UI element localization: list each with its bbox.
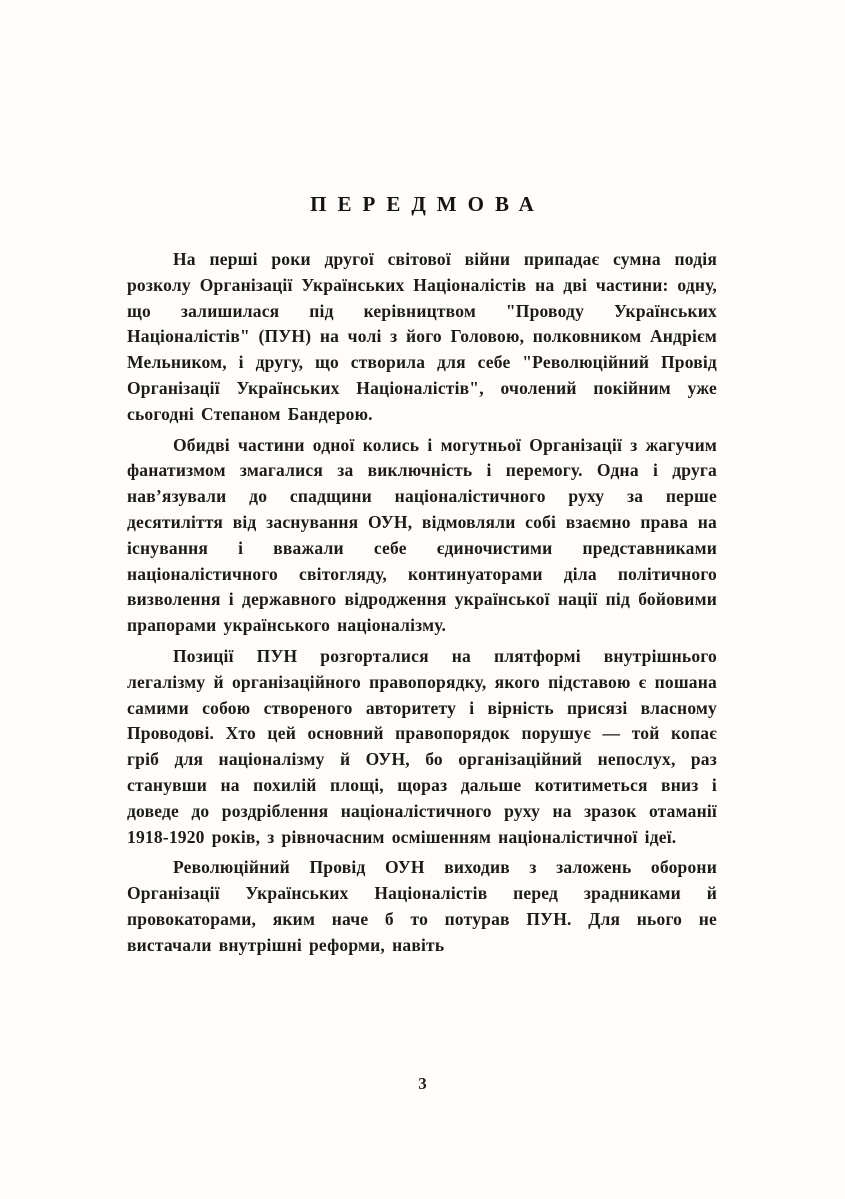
paragraph-1: На перші роки другої світової війни припадає сумна подія розколу Організації Українських Націоналістів на дві частини: одну, що залишилася під керівництвом "Проводу Українських Націоналістів" (ПУН) на чолі з його Головою, полковником Андрієм Мельником, і другу, що створила для себе "Революційний Провід Організації Українських Націоналістів", очолений покійним уже сьогодні Степаном Бандерою. [127,249,717,424]
paragraph-4: Революційний Провід ОУН виходив з заложень оборони Організації Українських Націоналістів перед зрадниками й провокаторами, яким наче б то потурав ПУН. Для нього не вистачали внутрішні реформи, навіть [127,857,717,955]
page-title: ПЕРЕДМОВА [310,192,545,216]
page-number: 3 [418,1074,427,1093]
text-block [127,192,717,964]
paragraph-3: Позиції ПУН розгорталися на плятформі внутрішнього легалізму й організаційного правопорядку, якого підставою є пошана самими собою створеного авторитету і вірність присязі власному Проводові. Хто цей основний правопорядок порушує — той копає гріб для націоналізму й ОУН, бо організаційний непослух, раз станувши на похилій площі, щораз дальше котитиметься вниз і доведе до роздріблення націоналістичного руху на зразок отаманії 1918-1920 років, з рівночасним осмішенням націоналістичної ідеї. [127,645,717,847]
paragraph-2: Обидві частини одної колись і могутньої Організації з жагучим фанатизмом змагалися за виключність і перемогу. Одна і друга нав’язували до спадщини націоналістичного руху за перше десятиліття від заснування ОУН, відмовляли собі взаємно права на існування і вважали себе єдиночистими представниками націоналістичного світогляду, континуаторами діла політичного визволення і державного відродження української нації під бойовими прапорами українського націоналізму. [127,434,717,636]
